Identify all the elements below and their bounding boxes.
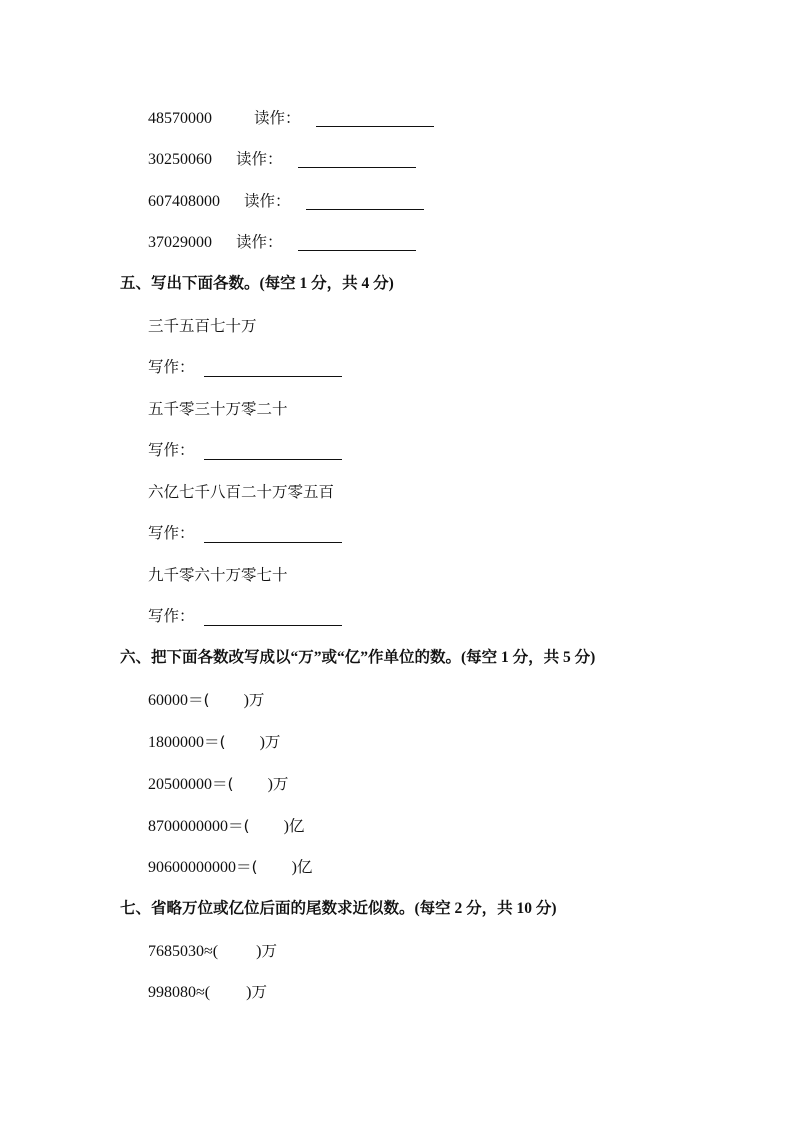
section5-words: 五千零三十万零二十 (148, 400, 288, 418)
reading-answer-blank[interactable] (306, 209, 424, 210)
approx-number: 998080 (148, 984, 196, 1001)
unit-label: 亿 (296, 858, 313, 876)
section5-title: 五、写出下面各数。(每空 1 分，共 4 分) (120, 275, 394, 292)
section6-row (148, 857, 312, 878)
unit-label: 万 (272, 775, 289, 793)
equals-open-paren: ＝( (228, 817, 250, 835)
section6-row (148, 774, 288, 795)
close-paren: ) (243, 692, 249, 709)
unit-label: 亿 (288, 817, 305, 835)
conversion-number: 90600000000 (148, 859, 236, 876)
unit-label: 万 (251, 983, 267, 1001)
section6-row (148, 816, 304, 837)
conversion-number: 8700000000 (148, 818, 228, 835)
section5-answer-blank[interactable] (204, 376, 342, 377)
section5-answer-blank[interactable] (204, 542, 342, 543)
approx-open-paren: ≈( (196, 984, 211, 1001)
equals-open-paren: ＝( (204, 733, 226, 751)
approx-open-paren: ≈( (204, 943, 219, 960)
close-paren: ) (259, 734, 265, 751)
reading-row (148, 191, 291, 212)
unit-label: 万 (261, 942, 277, 960)
unit-label: 万 (248, 691, 265, 709)
close-paren: ) (291, 859, 297, 876)
unit-label: 万 (264, 733, 281, 751)
close-paren: ) (283, 818, 289, 835)
reading-label: 读作： (236, 150, 283, 168)
equals-open-paren: ＝( (212, 775, 234, 793)
conversion-number: 60000 (148, 692, 188, 709)
conversion-number: 1800000 (148, 734, 204, 751)
reading-label: 读作： (244, 192, 291, 210)
section6-row (148, 690, 264, 711)
section7-row (148, 982, 267, 1003)
equals-open-paren: ＝( (236, 858, 258, 876)
section6-title: 六、把下面各数改写成以“万”或“亿”作单位的数。(每空 1 分，共 5 分) (120, 649, 596, 666)
reading-answer-blank[interactable] (298, 167, 416, 168)
reading-row (148, 149, 283, 170)
reading-number: 48570000 (148, 110, 212, 127)
reading-row (148, 108, 301, 129)
reading-number: 607408000 (148, 193, 220, 210)
reading-label: 读作： (236, 233, 283, 251)
close-paren: ) (246, 984, 252, 1001)
close-paren: ) (256, 943, 262, 960)
conversion-number: 20500000 (148, 776, 212, 793)
reading-number: 37029000 (148, 234, 212, 251)
section5-write-label: 写作： (148, 524, 195, 542)
section5-words: 九千零六十万零七十 (148, 566, 288, 584)
section5-words: 六亿七千八百二十万零五百 (148, 483, 335, 501)
reading-row (148, 232, 283, 253)
reading-number: 30250060 (148, 151, 212, 168)
reading-label: 读作： (254, 109, 301, 127)
section5-words: 三千五百七十万 (148, 317, 257, 335)
section5-write-label: 写作： (148, 607, 195, 625)
section5-answer-blank[interactable] (204, 625, 342, 626)
section7-title: 七、省略万位或亿位后面的尾数求近似数。(每空 2 分，共 10 分) (120, 900, 557, 917)
reading-answer-blank[interactable] (298, 250, 416, 251)
close-paren: ) (267, 776, 273, 793)
reading-answer-blank[interactable] (316, 126, 434, 127)
section6-row (148, 732, 280, 753)
section5-answer-blank[interactable] (204, 459, 342, 460)
equals-open-paren: ＝( (188, 691, 210, 709)
section5-write-label: 写作： (148, 358, 195, 376)
section7-row (148, 941, 277, 962)
approx-number: 7685030 (148, 943, 204, 960)
section5-write-label: 写作： (148, 441, 195, 459)
